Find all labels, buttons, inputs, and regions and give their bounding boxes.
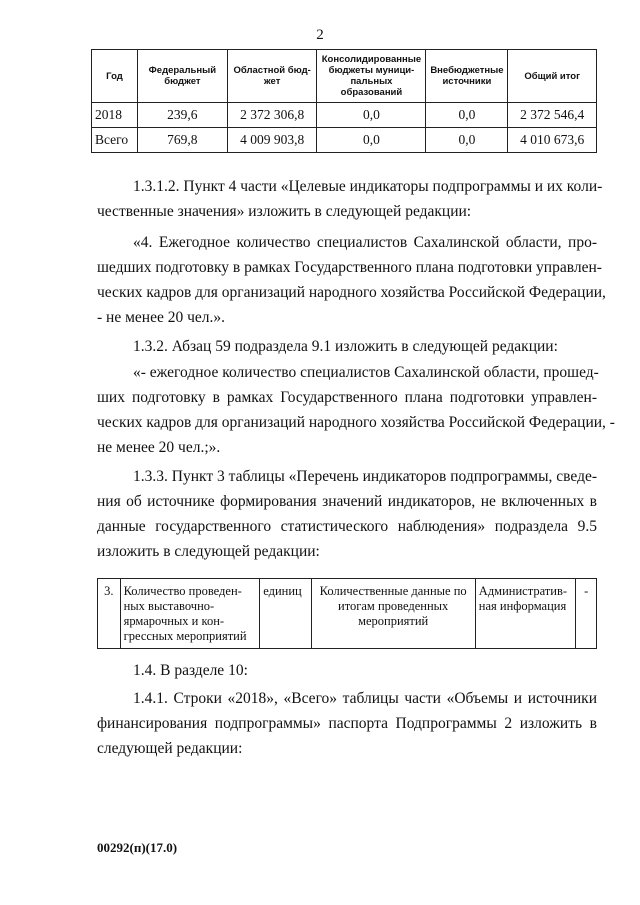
paragraph-1-4 — [97, 658, 597, 683]
text-line: «- ежегодное количество специалистов Сахалинской области, прошед- — [133, 364, 599, 381]
header-extrabudget: Внебюджетные источники — [426, 50, 508, 103]
table-row — [92, 128, 597, 153]
text-line: шедших подготовку в рамках Государственного плана подготовки управлен- — [97, 259, 602, 276]
table-cell: 0,0 — [426, 103, 508, 128]
text-line: ческих кадров для организаций народного хозяйства Российской Федерации, — [97, 284, 606, 301]
text-line: ческих кадров для организаций народного хозяйства Российской Федерации, - — [97, 414, 615, 431]
header-year: Год — [92, 50, 138, 103]
table-cell: 2 372 306,8 — [227, 103, 317, 128]
header-federal: Федеральный бюджет — [137, 50, 227, 103]
table-cell: единиц — [260, 579, 311, 649]
text-line: 1.3.3. Пункт 3 таблицы «Перечень индикаторов подпрограммы, сведе- — [133, 468, 597, 485]
text-line: данные государственного статистического наблюдения» подраздела 9.5 — [97, 518, 597, 535]
table-cell: Количество проведен- ных выставочно- ярмарочных и кон- грессных мероприятий — [120, 579, 260, 649]
page-number: 2 — [316, 27, 324, 43]
text-line: 1.3.1.2. Пункт 4 части «Целевые индикаторы подпрограммы и их коли- — [133, 178, 603, 195]
table-cell: 769,8 — [137, 128, 227, 153]
table-cell: 4 010 673,6 — [508, 128, 597, 153]
paragraph-quote-dash — [97, 360, 615, 460]
table-row — [98, 579, 597, 649]
text-line: изложить в следующей редакции: — [97, 543, 320, 560]
table-cell: - — [576, 579, 597, 649]
paragraph-1-3-3 — [97, 464, 597, 564]
table-cell: 3. — [98, 579, 121, 649]
table-header-row — [92, 50, 597, 103]
table-cell: 0,0 — [317, 103, 426, 128]
text-line: - не менее 20 чел.». — [97, 309, 225, 326]
table-cell: Административ- ная информация — [475, 579, 576, 649]
paragraph-1-3-2 — [97, 334, 597, 359]
table-cell: 0,0 — [426, 128, 508, 153]
table-cell: Количественные данные по итогам проведенных мероприятий — [311, 579, 475, 649]
paragraph-quote-4 — [97, 230, 606, 330]
text-line: 1.4. В разделе 10: — [133, 662, 248, 679]
text-line: чественные значения» изложить в следующей редакции: — [97, 203, 472, 220]
table-cell: 4 009 903,8 — [227, 128, 317, 153]
paragraph-1-4-1 — [97, 686, 597, 761]
header-regional: Областной бюд- жет — [227, 50, 317, 103]
table-cell: 2018 — [92, 103, 138, 128]
funding-table — [91, 49, 597, 153]
table-cell: Всего — [92, 128, 138, 153]
text-line: финансирования подпрограммы» паспорта Подпрограммы 2 изложить в — [97, 715, 597, 732]
table-cell: 0,0 — [317, 128, 426, 153]
text-line: следующей редакции: — [97, 740, 243, 757]
table-row — [92, 103, 597, 128]
table-cell: 2 372 546,4 — [508, 103, 597, 128]
header-total: Общий итог — [508, 50, 597, 103]
text-line: «4. Ежегодное количество специалистов Сахалинской области, про- — [133, 234, 597, 251]
text-line: ния об источнике формирования значений индикаторов, не включенных в — [97, 493, 597, 510]
text-line: 1.4.1. Строки «2018», «Всего» таблицы части «Объемы и источники — [133, 690, 597, 707]
text-line: ших подготовку в рамках Государственного плана подготовки управлен- — [97, 389, 597, 406]
indicator-table — [97, 578, 597, 649]
text-line: 1.3.2. Абзац 59 подраздела 9.1 изложить в следующей редакции: — [133, 338, 558, 355]
table-cell: 239,6 — [137, 103, 227, 128]
header-municipal: Консолидированные бюджеты муници- пальных образований — [317, 50, 426, 103]
document-code: 00292(п)(17.0) — [97, 840, 178, 855]
text-line: не менее 20 чел.;». — [97, 439, 221, 456]
paragraph-1-3-1-2 — [97, 174, 603, 224]
